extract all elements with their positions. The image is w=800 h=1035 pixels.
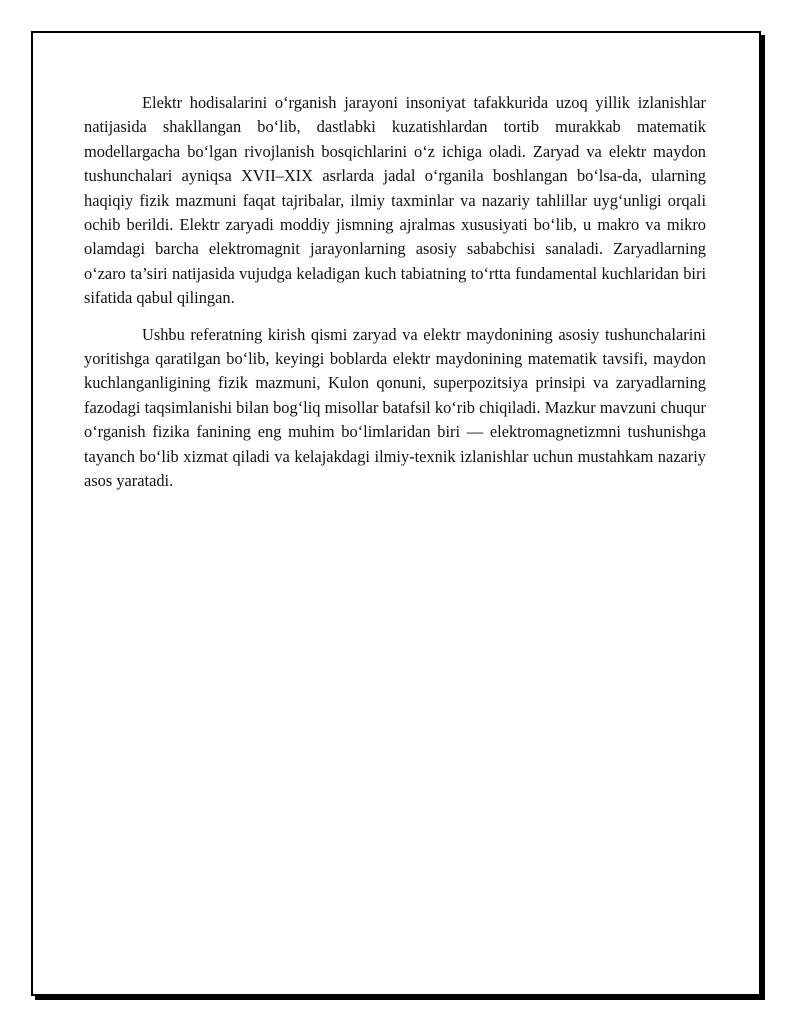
paragraph-1: Elektr hodisalarini o‘rganish jarayoni insoniyat tafakkurida uzoq yillik izlanishlar natijasida shakllangan bo‘lib, dastlabki kuzatishlardan tortib murakkab matematik modellargacha bo‘lgan rivojlanish bosqichlarini o‘z ichiga oladi. Zaryad va elektr maydon tushunchalari ayniqsa XVII–XIX asrlarda jadal o‘rganila boshlangan bo‘lsa-da, ularning haqiqiy fizik mazmuni faqat tajribalar, ilmiy taxminlar va nazariy tahlillar uyg‘unligi orqali ochib berildi. Elektr zaryadi moddiy jismning ajralmas xususiyati bo‘lib, u makro va mikro olamdagi barcha elektromagnit jarayonlarning asosiy sababchisi sanaladi. Zaryadlarning o‘zaro ta’siri natijasida vujudga keladigan kuch tabiatning to‘rtta fundamental kuchlaridan biri sifatida qabul qilingan. [84, 93, 706, 308]
document-body [84, 91, 706, 506]
paragraph-2: Ushbu referatning kirish qismi zaryad va elektr maydonining asosiy tushunchalarini yoritishga qaratilgan bo‘lib, keyingi boblarda elektr maydonining matematik tavsifi, maydon kuchlanganligining fizik mazmuni, Kulon qonuni, superpozitsiya prinsipi va zaryadlarning fazodagi taqsimlanishi bilan bog‘liq misollar batafsil ko‘rib chiqiladi. Mazkur mavzuni chuqur o‘rganish fizika fanining eng muhim bo‘limlaridan biri — elektromagnetizmni tushunishga tayanch bo‘lib xizmat qiladi va kelajakdagi ilmiy-texnik izlanishlar uchun mustahkam nazariy asos yaratadi. [84, 324, 706, 491]
document-page [31, 31, 761, 996]
